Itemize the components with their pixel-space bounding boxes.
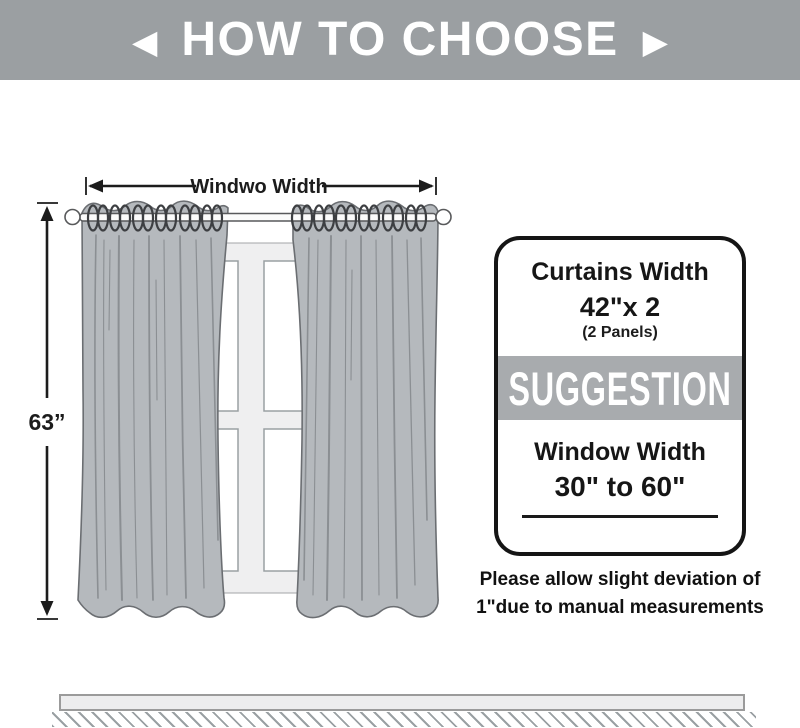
window-range-value: 30" to 60" xyxy=(554,471,686,502)
deviation-note-line1: Please allow slight deviation of xyxy=(479,569,761,590)
width-dimension-label: Windwo Width xyxy=(190,176,328,198)
height-dimension-label: 63” xyxy=(28,409,66,435)
panels-note: (2 Panels) xyxy=(582,324,658,341)
curtain-panel-left xyxy=(78,201,228,617)
page-title: HOW TO CHOOSE xyxy=(181,13,619,66)
rod-finial-left xyxy=(65,210,80,225)
floor-hatching xyxy=(52,712,756,727)
curtain-panel-right xyxy=(293,201,438,617)
floor-line xyxy=(59,694,745,711)
window-width-label: Window Width xyxy=(534,438,706,466)
right-arrow-icon: ▶ xyxy=(642,22,669,60)
suggestion-band-label: SUGGESTION xyxy=(508,361,732,415)
curtains-width-label: Curtains Width xyxy=(531,258,709,286)
underline-rule xyxy=(522,515,718,518)
left-arrow-icon: ◀ xyxy=(131,22,158,60)
suggestion-band xyxy=(498,356,742,420)
curtains-size-value: 42"x 2 xyxy=(579,292,661,322)
deviation-note xyxy=(452,566,788,622)
rod-finial-right xyxy=(436,210,451,225)
suggestion-box xyxy=(494,236,746,556)
deviation-note-line2: 1"due to manual measurements xyxy=(476,597,764,618)
